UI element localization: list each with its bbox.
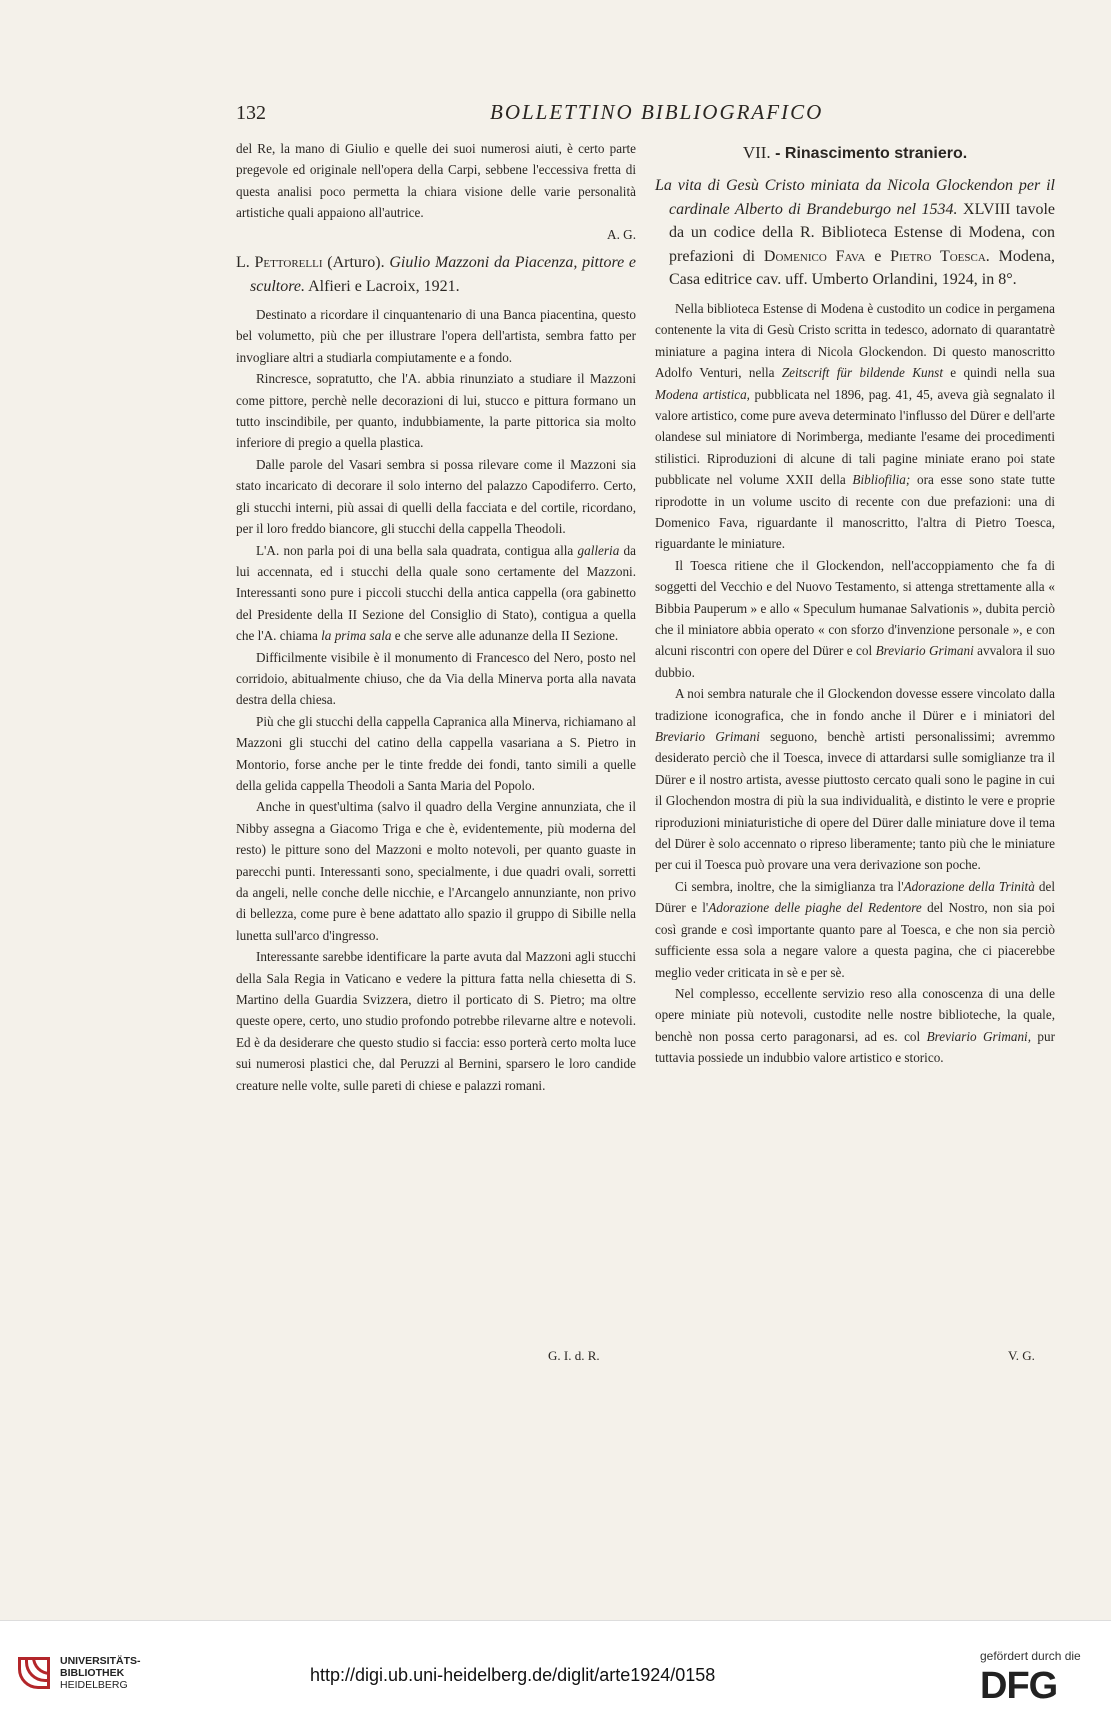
library-logo-icon	[18, 1657, 50, 1689]
dfg-logo[interactable]: DFG	[980, 1665, 1058, 1707]
paragraph: Dalle parole del Vasari sembra si possa rilevare come il Mazzoni sia stato incaricato di decorare il solo interno del palazzo Capodiferro. Certo, gli stucchi interni, più assai di quelli della facciata e del cortile, ricordano, per il loro freddo biancore, gli stucchi della cappella Theodoli.	[236, 456, 636, 537]
paragraph: Rincresce, sopratutto, che l'A. abbia rinunziato a studiare il Mazzoni come pittore, perchè nelle decorazioni di lui, stucco e pittura formano un tutto inscindibile, per quanto, indubbiamente, la parte pittorica sia molto inferiore di pregio a quella plastica.	[236, 371, 636, 451]
signature: A. G.	[607, 226, 636, 242]
paragraph: Interessante sarebbe identificare la parte avuta dal Mazzoni agli stucchi della Sala Regia in Vaticano e vedere la pittura fatta nella chiesetta di S. Martino della Guardia Svizzera, dietro il porticato di S. Pietro; ma oltre queste opere, certo, uno studio profondo potrebbe rilevarne altre e notevoli. Ed è da desiderare che questo studio si faccia: esso porterà certo molta luce sui numerosi plastici che, dal Peruzzi al Bernini, sparsero le loro candide creature nelle volte, sulle pareti di chiese e palazzi romani.	[236, 949, 636, 1093]
library-logo-text: UNIVERSITÄTS- BIBLIOTHEK HEIDELBERG	[60, 1655, 141, 1691]
footer-bar	[0, 1620, 1111, 1713]
paragraph: Anche in quest'ultima (salvo il quadro della Vergine annunziata, che il Nibby assegna a Giacomo Triga e che è, evidentemente, più moderna del resto) le pitture sono del Mazzoni e molto notevoli, per quanto guaste in parecchi punti. Interessanti sono, specialmente, i due quadri ovali, sorretti da angeli, nelle conche delle nicchie, e l'Arcangelo annunziante, non privo di bellezza, come pure è bene adattato allo spazio il gruppo di Sibille nella lunetta sull'arco d'ingresso.	[236, 799, 636, 943]
left-column	[236, 138, 636, 1096]
paragraph: Nella biblioteca Estense di Modena è custodito un codice in pergamena contenente la vita di Gesù Cristo scritta in tedesco, adornato di quarantatrè miniature a pagina intera di Nicola Glockendon. Di questo manoscritto Adolfo Venturi, nella Zeitscrift für bildende Kunst e quindi nella sua Modena artistica, pubblicata nel 1896, pag. 41, 45, aveva già segnalato il valore artistico, come pure aveva determinato l'influsso del Dürer e dell'arte olandese sul miniatore di Norimberga, mediante l'esame dei procedimenti stilistici. Riproduzioni di alcune di tali pagine miniate erano poi state pubblicate nel volume XXII della Bibliofilia; ora esse sono state tutte riprodotte in un volume uscito di recente con due prefazioni: una di Domenico Fava, riguardante il manoscritto, l'altra di Pietro Toesca, riguardante le miniature.	[655, 300, 1056, 552]
permalink-url[interactable]: http://digi.ub.uni-heidelberg.de/diglit/arte1924/0158	[310, 1665, 716, 1685]
page-number: 132	[236, 102, 266, 124]
paragraph: Difficilmente visibile è il monumento di Francesco del Nero, posto nel corridoio, abitualmente chiuso, che da Via della Minerva porta alla navata destra della chiesa.	[236, 649, 636, 708]
paragraph: Il Toesca ritiene che il Glockendon, nell'accoppiamento che fa di soggetti del Vecchio e del Nuovo Testamento, si attenga strettamente alla « Bibbia Pauperum » e allo « Speculum humanae Salvationis », dubita perciò che il miniatore abbia operato « con sforzo d'invenzione personale », e con alcuni riscontri con opere del Dürer e col Breviario Grimani avvalora il suo dubbio.	[655, 557, 1055, 680]
paragraph: del Re, la mano di Giulio e quelle dei suoi numerosi aiuti, è certo parte pregevole ed originale nell'opera della Carpi, sebbene l'eccessiva fretta di questa analisi poco permetta la chiara visione delle varie personalità artistiche quali appaiono all'autrice.	[236, 141, 636, 221]
running-title: BOLLETTINO BIBLIOGRAFICO	[490, 100, 824, 124]
right-column	[655, 138, 1055, 1069]
paragraph: Destinato a ricordare il cinquantenario di una Banca piacentina, questo bel volumetto, più che per illustrare l'opera dell'artista, sembra fatto per invogliare altri a studiarla compiutamente e a fondo.	[236, 307, 636, 365]
signature: V. G.	[1008, 1348, 1035, 1363]
section-heading: VII. - Rinascimento straniero.	[742, 143, 968, 162]
paragraph: Nel complesso, eccellente servizio reso alla conoscenza di una delle opere miniate più notevoli, custodite nelle nostre biblioteche, la quale, benchè non possa certo paragonarsi, ad es. col Breviario Grimani, pur tuttavia possiede un indubbio valore artistico e storico.	[655, 985, 1055, 1066]
bibliographic-entry: La vita di Gesù Cristo miniata da Nicola Glockendon per il cardinale Alberto di Brandeburgo nel 1534. XLVIII tavole da un codice della R. Biblioteca Estense di Modena, con prefazioni di Domenico Fava e Pietro Toesca. Modena, Casa editrice cav. uff. Umberto Orlandini, 1924, in 8°.	[655, 177, 1056, 289]
paragraph: A noi sembra naturale che il Glockendon dovesse essere vincolato dalla tradizione iconografica, che in fondo anche il Dürer e i miniatori del Breviario Grimani seguono, benchè artisti personalissimi; avremmo desiderato perciò che il Toesca, invece di attardarsi sulle somiglianze tra il Dürer e il nostro artista, avesse piuttosto cercato quali sono le pagine in cui il Glochendon mostra di più la sua individualità, e distinto le vere e proprie riproduzioni miniaturistiche di opere del Dürer dalle miniature dove il tema del Dürer è solo accennato o ripreso liberamente; tanto più che le miniature per cui il Toesca può provare una vera derivazione son poche.	[655, 686, 1056, 873]
paragraph: Ci sembra, inoltre, che la simiglianza tra l'Adorazione della Trinità del Dürer e l'Adorazione delle piaghe del Redentore del Nostro, non sia poi così grande e così importante quanto pare al Toesca, e che non sia perciò sufficiente essa sola a negare valore a questa pagina, che ci piacerebbe meglio veder criticata in sè e per sè.	[655, 878, 1055, 980]
paragraph: Più che gli stucchi della cappella Capranica alla Minerva, richiamano al Mazzoni gli stucchi del catino della cappella vasariana a S. Pietro in Montorio, forse anche per le tinte fredde dei fondi, tanto simili a quelle della gelida cappella Theodoli a Santa Maria del Popolo.	[236, 713, 636, 793]
signature: G. I. d. R.	[548, 1348, 600, 1363]
dfg-caption: gefördert durch die	[980, 1649, 1081, 1663]
bibliographic-entry: L. Pettorelli (Arturo). Giulio Mazzoni da Piacenza, pittore e scultore. Alfieri e Lacroix, 1921.	[236, 254, 637, 295]
paragraph: L'A. non parla poi di una bella sala quadrata, contigua alla galleria da lui accennata, ed i stucchi della quale sono certamente del Mazzoni. Interessanti sono pure i piccoli stucchi della antica cappella (ora gabinetto del Presidente della II Sezione del Consiglio di Stato), contigua a quella che l'A. chiama la prima sala e che serve alle adunanze della II Sezione.	[236, 542, 636, 644]
library-logo[interactable]	[18, 1655, 141, 1691]
